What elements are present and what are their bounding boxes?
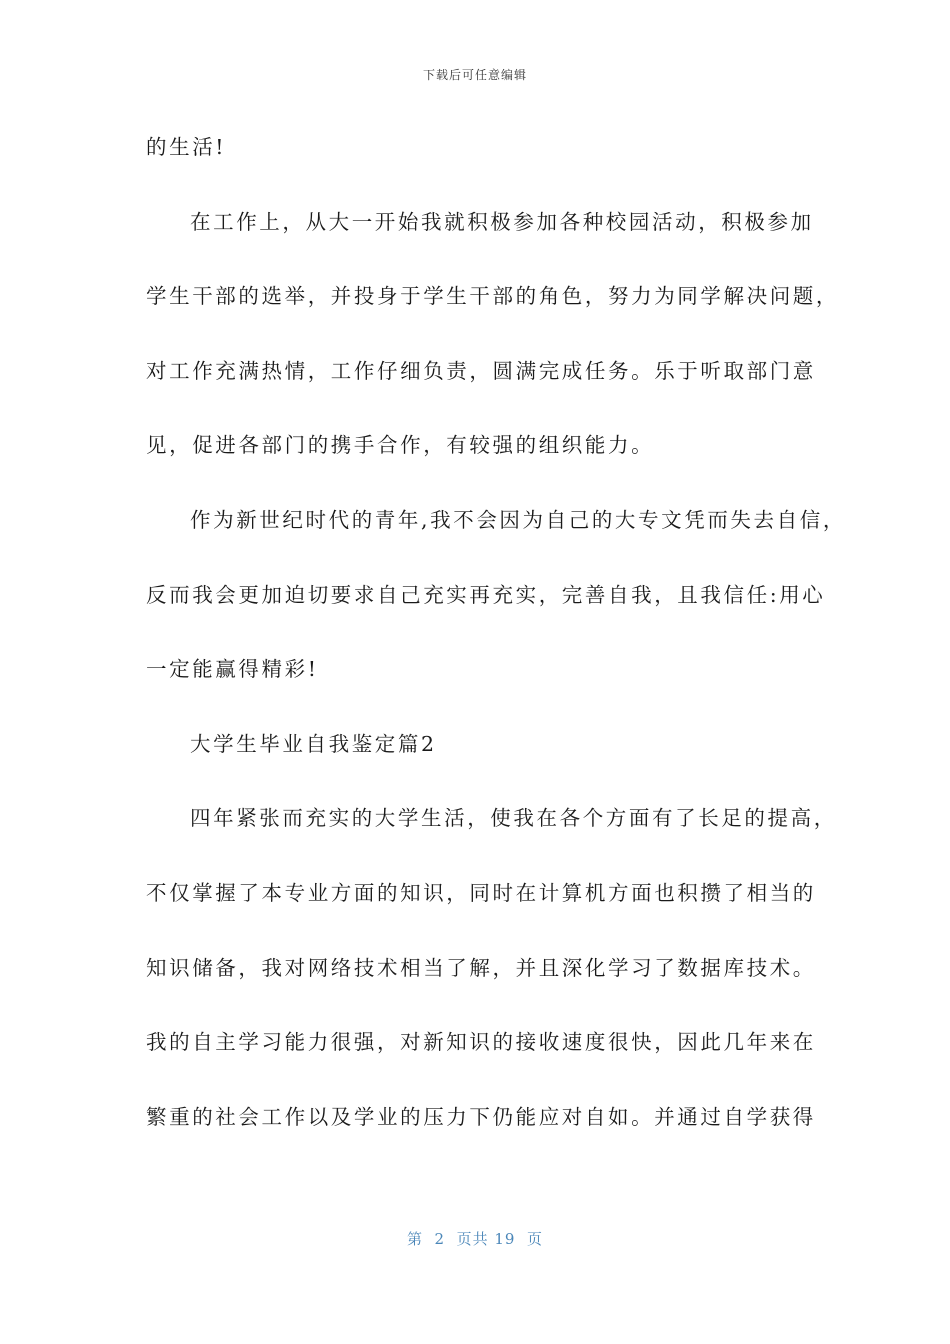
text-line: 我的自主学习能力很强，对新知识的接收速度很快，因此几年来在 — [146, 1030, 816, 1055]
text-line: 对工作充满热情，工作仔细负责，圆满完成任务。乐于听取部门意 — [146, 358, 816, 383]
text-line: 不仅掌握了本专业方面的知识，同时在计算机方面也积攒了相当的 — [146, 880, 816, 905]
paragraph-start-line: 在工作上，从大一开始我就积极参加各种校园活动，积极参加 — [190, 209, 814, 234]
text-line: 反而我会更加迫切要求自己充实再充实，完善自我，且我信任:用心 — [146, 582, 826, 607]
paragraph-start-line: 四年紧张而充实的大学生活，使我在各个方面有了长足的提高， — [190, 806, 837, 831]
header-note: 下载后可任意编辑 — [422, 68, 527, 82]
section-heading: 大学生毕业自我鉴定篇2 — [190, 731, 437, 756]
page-number-footer: 第 2 页共 19 页 — [406, 1230, 543, 1248]
text-line: 见，促进各部门的携手合作，有较强的组织能力。 — [146, 433, 655, 458]
text-line: 一定能赢得精彩! — [146, 657, 319, 682]
text-line: 的生活! — [146, 135, 227, 159]
document-body — [146, 130, 846, 1174]
text-line: 繁重的社会工作以及学业的压力下仍能应对自如。并通过自学获得 — [146, 1104, 816, 1129]
text-line: 学生干部的选举，并投身于学生干部的角色，努力为同学解决问题， — [146, 284, 839, 309]
text-line: 知识储备，我对网络技术相当了解，并且深化学习了数据库技术。 — [146, 955, 816, 980]
paragraph-start-line: 作为新世纪时代的青年,我不会因为自己的大专文凭而失去自信， — [190, 507, 846, 532]
